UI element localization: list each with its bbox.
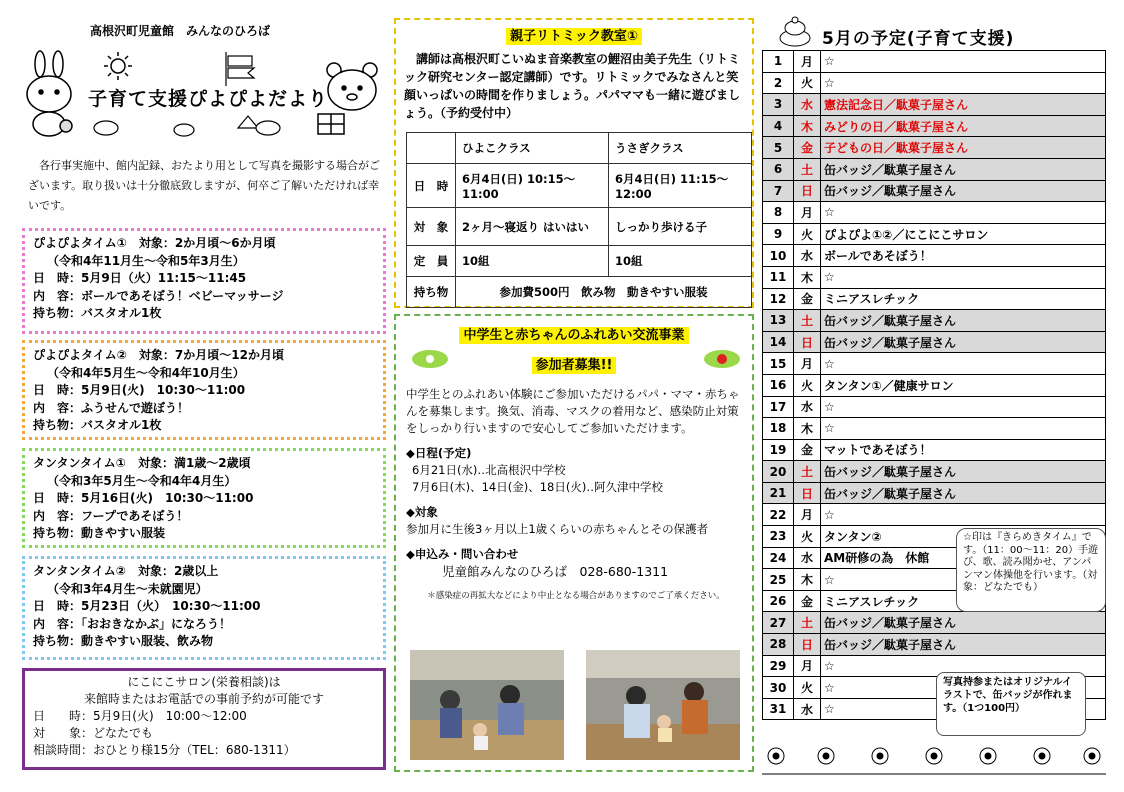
event-heading: ぴよぴよタイム② 対象：7か月頃～12か月頃: [33, 348, 284, 362]
salon-reservation: 来館時またはお電話での事前予約が可能です: [83, 692, 324, 706]
schedule-event: ☆: [821, 655, 1106, 677]
schedule-weekday: 金: [794, 590, 821, 612]
schedule-day: 4: [763, 115, 794, 137]
schedule-event: 缶バッジ／駄菓子屋さん: [821, 634, 1106, 656]
schedule-weekday: 土: [794, 612, 821, 634]
schedule-weekday: 月: [794, 504, 821, 526]
schedule-row: [763, 288, 1106, 310]
schedule-day: 30: [763, 677, 794, 699]
event-tantan-2: [22, 556, 386, 660]
schedule-title: 5月の予定(子育て支援): [822, 29, 1015, 49]
schedule-day: 25: [763, 569, 794, 591]
date-heading: ◆日程(予定): [406, 446, 472, 460]
schedule-row: [763, 158, 1106, 180]
cell: 参加費500円 飲み物 動きやすい服装: [456, 277, 752, 308]
schedule-weekday: 日: [794, 482, 821, 504]
schedule-day: 21: [763, 482, 794, 504]
target-text: 参加月に生後3ヶ月以上1歳くらいの赤ちゃんとその保護者: [406, 522, 709, 536]
schedule-weekday: 土: [794, 158, 821, 180]
schedule-row: [763, 223, 1106, 245]
schedule-day: 14: [763, 331, 794, 353]
event-piyopiyo-2: [22, 340, 386, 440]
schedule-event: 缶バッジ／駄菓子屋さん: [821, 331, 1106, 353]
schedule-day: 19: [763, 439, 794, 461]
flower-border-decoration: [762, 742, 1106, 778]
schedule-weekday: 火: [794, 526, 821, 548]
schedule-day: 13: [763, 310, 794, 332]
event-content: 内 容：フープであそぼう！: [33, 508, 189, 523]
event-items: 持ち物：動きやすい服装、飲み物: [33, 634, 214, 648]
schedule-weekday: 木: [794, 266, 821, 288]
community-title: 中学生と赤ちゃんのふれあい交流事業: [396, 324, 752, 343]
event-heading: タンタンタイム② 対象：2歳以上: [33, 564, 219, 578]
leaf-icon: [94, 116, 280, 136]
schedule-event: みどりの日／駄菓子屋さん: [821, 115, 1106, 137]
table-row: [407, 133, 752, 164]
schedule-day: 16: [763, 374, 794, 396]
community-subtitle: 参加者募集!!: [396, 354, 752, 373]
schedule-row: [763, 202, 1106, 224]
schedule-weekday: 火: [794, 223, 821, 245]
schedule-row: [763, 353, 1106, 375]
event-heading: ぴよぴよタイム① 対象：2か月頃～6か月頃: [33, 236, 276, 250]
event-content: 内 容：ボールであそぼう！ベビーマッサージ: [33, 288, 284, 303]
class-usagi: うさぎクラス: [609, 133, 752, 164]
schedule-row: [763, 634, 1106, 656]
cell: 6月4日(日) 11:15～12:00: [609, 164, 752, 208]
schedule-weekday: 火: [794, 72, 821, 94]
photo-notice: 各行事実施中、館内記録、おたより用として写真を撮影する場合がございます。取り扱いは十分徹底致しますが、何卒ご了解いただければ幸いです。: [28, 159, 380, 212]
row-label: 対 象: [407, 208, 456, 246]
community-section: [394, 314, 754, 772]
event-tantan-1: [22, 448, 386, 548]
schedule-row: [763, 396, 1106, 418]
schedule-day: 24: [763, 547, 794, 569]
schedule-row: [763, 418, 1106, 440]
class-hiyoko: ひよこクラス: [456, 133, 609, 164]
row-label: 持ち物: [407, 277, 456, 308]
schedule-event: ☆: [821, 353, 1106, 375]
contact-phone: 児童館みんなのひろば 028-680-1311: [442, 564, 669, 579]
schedule-day: 11: [763, 266, 794, 288]
salon-target: 対 象：どなたでも: [33, 726, 154, 740]
schedule-day: 27: [763, 612, 794, 634]
schedule-row: [763, 482, 1106, 504]
date-line: 6月21日(水)‥北高根沢中学校: [412, 463, 566, 477]
schedule-day: 5: [763, 137, 794, 159]
schedule-day: 3: [763, 94, 794, 116]
schedule-day: 28: [763, 634, 794, 656]
schedule-day: 10: [763, 245, 794, 267]
schedule-event: マットであそぼう！: [821, 439, 1106, 461]
event-birth-range: （令和3年4月生～未就園児）: [47, 581, 208, 596]
event-heading: タンタンタイム① 対象：満1歳～2歳頃: [33, 456, 251, 470]
event-items: 持ち物：動きやすい服装: [33, 526, 166, 540]
schedule-weekday: 土: [794, 310, 821, 332]
schedule-day: 20: [763, 461, 794, 483]
cell: 6月4日(日) 10:15～11:00: [456, 164, 609, 208]
row-label: 定 員: [407, 246, 456, 277]
rhythmic-title: 親子リトミック教室①: [396, 25, 752, 44]
schedule-weekday: 水: [794, 245, 821, 267]
event-datetime: 日 時：5月9日（火）11:15～11:45: [33, 271, 247, 285]
schedule-row: [763, 245, 1106, 267]
schedule-day: 15: [763, 353, 794, 375]
schedule-day: 2: [763, 72, 794, 94]
schedule-event: タンタン②: [821, 526, 1106, 548]
schedule-event: 缶バッジ／駄菓子屋さん: [821, 310, 1106, 332]
schedule-day: 1: [763, 51, 794, 73]
kirameki-time-callout: ☆印は『きらめきタイム』です。（11：00～11：20）手遊び、歌、読み聞かせ、アンパンマン体操他を行います。（対象：どなたでも）: [956, 528, 1106, 612]
event-items: 持ち物：バスタオル1枚: [33, 306, 162, 320]
event-piyopiyo-1: [22, 228, 386, 334]
nikoniko-salon-box: [22, 668, 386, 770]
schedule-weekday: 日: [794, 331, 821, 353]
schedule-event: ☆: [821, 504, 1106, 526]
event-birth-range: （令和3年5月生～令和4年4月生）: [47, 473, 237, 488]
schedule-event: ミニアスレチック: [821, 590, 1106, 612]
contact-heading: ◆申込み・問い合わせ: [406, 547, 519, 561]
schedule-event: タンタン①／健康サロン: [821, 374, 1106, 396]
event-datetime: 日 時：5月23日（火） 10:30～11:00: [33, 599, 261, 613]
schedule-row: [763, 374, 1106, 396]
schedule-weekday: 月: [794, 51, 821, 73]
schedule-row: [763, 94, 1106, 116]
schedule-day: 18: [763, 418, 794, 440]
schedule-event: ☆: [821, 266, 1106, 288]
schedule-weekday: 水: [794, 547, 821, 569]
sun-icon: [104, 52, 132, 80]
newsletter-title: 子育て支援ぴよぴよだより: [88, 88, 329, 110]
schedule-event: ☆: [821, 396, 1106, 418]
event-content: 内 容：ふうせんで遊ぼう！: [33, 400, 190, 415]
schedule-row: [763, 331, 1106, 353]
event-datetime: 日 時：5月9日(火) 10:30～11:00: [33, 383, 246, 397]
schedule-day: 12: [763, 288, 794, 310]
rice-cake-icon: [778, 14, 812, 48]
flower-decoration-icon: [410, 346, 450, 372]
photo-students-with-babies-2: [586, 650, 740, 760]
may-schedule-table: [762, 50, 1106, 720]
schedule-row: [763, 461, 1106, 483]
cell: しっかり歩ける子: [609, 208, 752, 246]
row-label: 日 時: [407, 164, 456, 208]
schedule-event: 憲法記念日／駄菓子屋さん: [821, 94, 1106, 116]
schedule-event: AM研修の為 休館: [821, 547, 1106, 569]
schedule-weekday: 火: [794, 677, 821, 699]
schedule-event: 缶バッジ／駄菓子屋さん: [821, 158, 1106, 180]
schedule-weekday: 水: [794, 94, 821, 116]
event-items: 持ち物：バスタオル1枚: [33, 418, 162, 432]
salon-heading: にこにこサロン(栄養相談)は: [127, 675, 281, 689]
schedule-row: [763, 504, 1106, 526]
schedule-day: 22: [763, 504, 794, 526]
schedule-weekday: 金: [794, 439, 821, 461]
schedule-event: ☆: [821, 72, 1106, 94]
date-line: 7月6日(木)、14日(金)、18日(火)‥阿久津中学校: [412, 480, 663, 494]
table-row: [407, 277, 752, 308]
schedule-weekday: 火: [794, 374, 821, 396]
schedule-event: ☆: [821, 677, 1106, 699]
organization-name: 高根沢町児童館 みんなのひろば: [90, 24, 271, 38]
schedule-day: 8: [763, 202, 794, 224]
schedule-day: 7: [763, 180, 794, 202]
salon-consult-time: 相談時間：おひとり様15分（TEL：680-1311）: [33, 743, 296, 757]
can-badge-callout: 写真持参またはオリジナルイラストで、缶バッジが作れます。（1つ100円）: [936, 672, 1086, 736]
salon-datetime: 日 時：5月9日(火) 10:00～12:00: [33, 709, 247, 723]
rhythmic-description: 講師は高根沢町こいぬま音楽教室の鯉沼由美子先生（リトミック研究センター認定講師）です。リトミックでみなさんと笑顔いっぱいの時間を作りましょう。パパママも一緒に遊びましょう。（予約受付中）: [404, 52, 741, 120]
rhythmic-class-section: [394, 18, 754, 308]
schedule-row: [763, 612, 1106, 634]
community-intro: 中学生とのふれあい体験にご参加いただけるパパ・ママ・赤ちゃんを募集します。換気、消毒、マスクの着用など、感染防止対策をしっかり行いますので安心してご参加いただけます。: [406, 387, 740, 435]
schedule-event: ボールであそぼう！: [821, 245, 1106, 267]
schedule-event: ☆: [821, 51, 1106, 73]
schedule-day: 31: [763, 698, 794, 720]
photo-students-with-babies-1: [410, 650, 564, 760]
table-row: [407, 246, 752, 277]
schedule-weekday: 水: [794, 698, 821, 720]
event-datetime: 日 時：5月16日(火) 10:30～11:00: [33, 491, 254, 505]
cell: 2ヶ月～寝返り はいはい: [456, 208, 609, 246]
schedule-weekday: 月: [794, 353, 821, 375]
schedule-weekday: 月: [794, 655, 821, 677]
schedule-event: ☆: [821, 418, 1106, 440]
schedule-weekday: 金: [794, 288, 821, 310]
schedule-day: 29: [763, 655, 794, 677]
cell: 10組: [609, 246, 752, 277]
schedule-event: 缶バッジ／駄菓子屋さん: [821, 180, 1106, 202]
schedule-row: [763, 310, 1106, 332]
schedule-weekday: 土: [794, 461, 821, 483]
event-content: 内 容：「おおきなかぶ」になろう！: [33, 616, 232, 631]
schedule-weekday: 木: [794, 569, 821, 591]
cell: 10組: [456, 246, 609, 277]
schedule-weekday: 木: [794, 418, 821, 440]
event-birth-range: （令和4年11月生～令和5年3月生）: [47, 253, 245, 268]
rhythmic-table: [406, 132, 752, 308]
schedule-row: [763, 72, 1106, 94]
schedule-row: [763, 137, 1106, 159]
schedule-event: ☆: [821, 698, 1106, 720]
schedule-row: [763, 51, 1106, 73]
schedule-day: 6: [763, 158, 794, 180]
schedule-weekday: 月: [794, 202, 821, 224]
schedule-event: 缶バッジ／駄菓子屋さん: [821, 461, 1106, 483]
schedule-event: 子どもの日／駄菓子屋さん: [821, 137, 1106, 159]
schedule-event: 缶バッジ／駄菓子屋さん: [821, 482, 1106, 504]
schedule-weekday: 日: [794, 180, 821, 202]
schedule-event: ミニアスレチック: [821, 288, 1106, 310]
schedule-row: [763, 115, 1106, 137]
cancellation-note: ＊感染症の再拡大などにより中止となる場合がありますのでご了承ください。: [427, 591, 725, 601]
schedule-day: 23: [763, 526, 794, 548]
schedule-event: ぴよぴよ①②／にこにこサロン: [821, 223, 1106, 245]
carp-streamer-icon: [226, 52, 254, 86]
schedule-event: ☆: [821, 569, 1106, 591]
schedule-weekday: 金: [794, 137, 821, 159]
table-row: [407, 208, 752, 246]
schedule-row: [763, 439, 1106, 461]
schedule-row: [763, 266, 1106, 288]
table-row: [407, 164, 752, 208]
schedule-weekday: 木: [794, 115, 821, 137]
schedule-day: 26: [763, 590, 794, 612]
schedule-event: 缶バッジ／駄菓子屋さん: [821, 612, 1106, 634]
event-birth-range: （令和4年5月生～令和4年10月生）: [47, 365, 245, 380]
schedule-day: 9: [763, 223, 794, 245]
schedule-day: 17: [763, 396, 794, 418]
schedule-event: ☆: [821, 202, 1106, 224]
target-heading: ◆対象: [406, 505, 438, 519]
ladybug-icon: [702, 346, 742, 372]
schedule-weekday: 日: [794, 634, 821, 656]
rabbit-icon: [27, 51, 72, 136]
schedule-row: [763, 180, 1106, 202]
schedule-weekday: 水: [794, 396, 821, 418]
